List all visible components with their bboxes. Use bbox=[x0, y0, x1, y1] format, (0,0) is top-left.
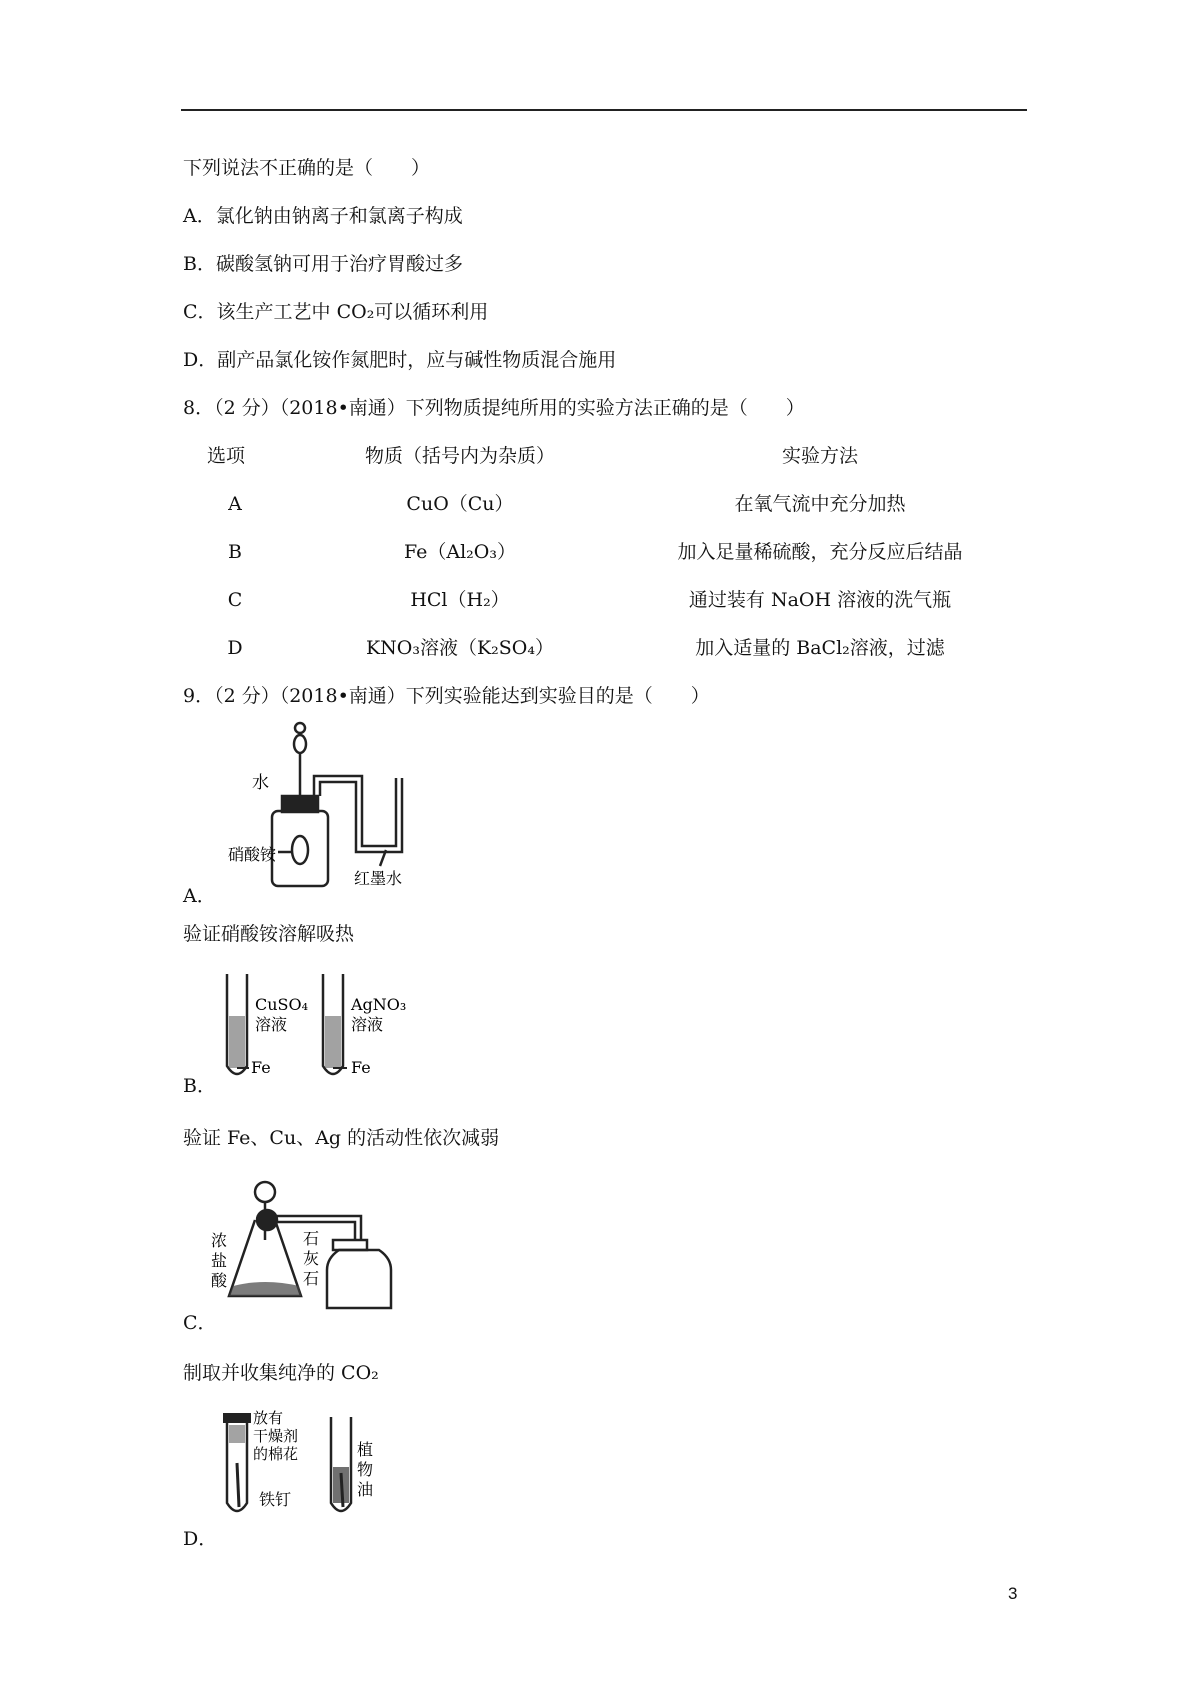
page-number: 3 bbox=[1008, 1584, 1018, 1603]
figure-label: 浓 bbox=[211, 1231, 228, 1250]
q7-option-c: C．该生产工艺中 CO₂可以循环利用 bbox=[183, 301, 489, 323]
header-rule bbox=[181, 109, 1027, 111]
question-stem: 下列说法不正确的是（ ） bbox=[183, 157, 431, 179]
figure-label: CuSO₄ bbox=[255, 995, 309, 1014]
table-cell-substance: HCl（H₂） bbox=[410, 589, 510, 611]
q9-option-b-letter: B． bbox=[183, 1075, 216, 1097]
q9-option-d-letter: D． bbox=[183, 1528, 218, 1550]
figure-label: 铁钉 bbox=[259, 1490, 292, 1509]
q7-option-d: D．副产品氯化铵作氮肥时，应与碱性物质混合施用 bbox=[183, 349, 617, 371]
table-cell-option: C bbox=[227, 589, 243, 611]
q9-option-c-letter: C． bbox=[183, 1312, 217, 1334]
figure-label: 石 bbox=[303, 1269, 320, 1288]
table-cell-option: D bbox=[227, 637, 243, 659]
figure-label: 酸 bbox=[211, 1271, 228, 1290]
figure-label: Fe bbox=[351, 1058, 371, 1077]
figure-label: 水 bbox=[252, 773, 269, 793]
figure-label: AgNO₃ bbox=[351, 995, 407, 1014]
q9-option-a-caption: 验证硝酸铵溶解吸热 bbox=[183, 923, 355, 945]
q8-question: 8．（2 分）（2018•南通）下列物质提纯所用的实验方法正确的是（ ） bbox=[183, 397, 805, 419]
q9-option-b-caption: 验证 Fe、Cu、Ag 的活动性依次减弱 bbox=[183, 1127, 500, 1149]
table-cell-substance: CuO（Cu） bbox=[406, 493, 514, 515]
figure-label: 溶液 bbox=[255, 1015, 288, 1034]
table-cell-option: A bbox=[228, 493, 242, 515]
table-cell-method: 通过装有 NaOH 溶液的洗气瓶 bbox=[688, 589, 952, 611]
figure-label: 红墨水 bbox=[354, 869, 403, 888]
table-cell-option: B bbox=[228, 541, 242, 563]
apparatus-figure-a bbox=[230, 718, 430, 906]
q9-option-c-caption: 制取并收集纯净的 CO₂ bbox=[183, 1362, 379, 1384]
q7-option-a: A．氯化钠由钠离子和氯离子构成 bbox=[183, 205, 463, 227]
figure-label: 溶液 bbox=[351, 1015, 384, 1034]
figure-label: Fe bbox=[251, 1058, 271, 1077]
figure-label: 植 bbox=[357, 1440, 374, 1459]
q7-option-b: B．碳酸氢钠可用于治疗胃酸过多 bbox=[183, 253, 463, 275]
table-header-method: 实验方法 bbox=[781, 445, 858, 467]
table-cell-method: 加入足量稀硫酸，充分反应后结晶 bbox=[677, 541, 963, 563]
figure-label: 灰 bbox=[303, 1249, 320, 1268]
figure-label: 干燥剂 bbox=[253, 1427, 299, 1445]
table-cell-substance: KNO₃溶液（K₂SO₄） bbox=[365, 637, 555, 659]
figure-label: 的棉花 bbox=[253, 1445, 299, 1463]
figure-label: 硝酸铵 bbox=[228, 845, 277, 864]
apparatus-figure-b bbox=[215, 970, 415, 1088]
figure-label: 油 bbox=[357, 1480, 374, 1499]
table-cell-substance: Fe（Al₂O₃） bbox=[404, 541, 516, 563]
figure-label: 物 bbox=[357, 1460, 374, 1479]
q9-question: 9．（2 分）（2018•南通）下列实验能达到实验目的是（ ） bbox=[183, 685, 710, 707]
apparatus-figure-c bbox=[211, 1178, 405, 1318]
figure-label: 石 bbox=[303, 1229, 320, 1248]
table-header-substance: 物质（括号内为杂质） bbox=[364, 445, 555, 467]
figure-label: 放有 bbox=[253, 1409, 284, 1427]
table-cell-method: 在氧气流中充分加热 bbox=[734, 493, 906, 515]
figure-label: 盐 bbox=[211, 1251, 228, 1270]
table-header-option: 选项 bbox=[207, 445, 246, 467]
apparatus-figure-d bbox=[215, 1403, 405, 1525]
table-cell-method: 加入适量的 BaCl₂溶液，过滤 bbox=[695, 637, 945, 659]
q9-option-a-letter: A． bbox=[183, 885, 216, 907]
